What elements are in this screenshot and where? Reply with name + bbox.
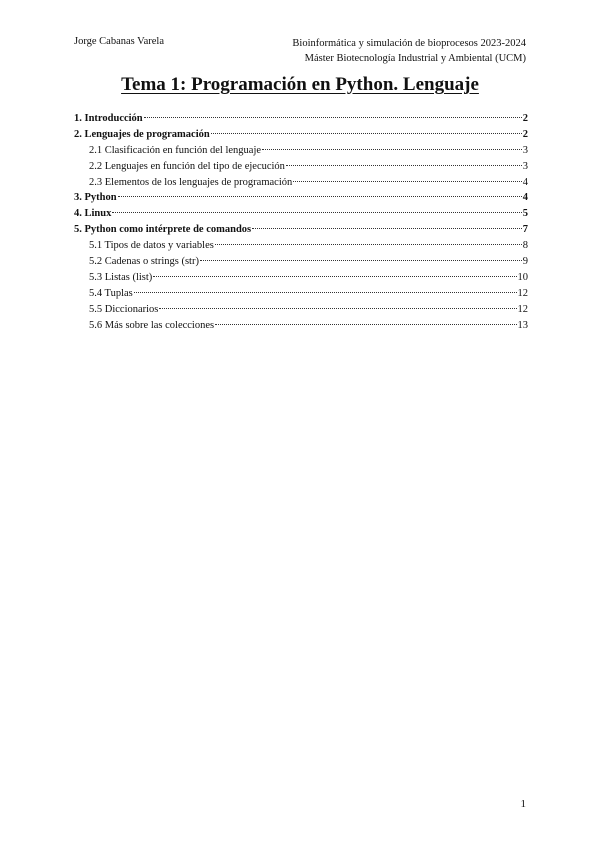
toc-entry-page: 3 xyxy=(522,144,528,156)
toc-entry[interactable] xyxy=(74,113,528,129)
header-course-info xyxy=(292,36,526,66)
toc-entry-page: 4 xyxy=(522,176,528,188)
toc-entry-page: 4 xyxy=(522,192,528,204)
toc-entry[interactable] xyxy=(74,177,528,193)
page-number: 1 xyxy=(520,798,526,810)
toc-dot-leader xyxy=(262,148,522,150)
table-of-contents xyxy=(74,113,528,335)
toc-entry-label: 2.2 Lenguajes en función del tipo de ejecución xyxy=(89,160,285,172)
toc-dot-leader xyxy=(118,195,522,197)
toc-entry[interactable] xyxy=(74,240,528,256)
toc-dot-leader xyxy=(144,116,522,118)
toc-dot-leader xyxy=(112,211,521,213)
toc-entry-page: 7 xyxy=(522,224,528,236)
toc-entry[interactable] xyxy=(74,272,528,288)
toc-entry-label: 3. Python xyxy=(74,192,117,204)
toc-dot-leader xyxy=(211,132,522,134)
toc-entry-page: 3 xyxy=(522,160,528,172)
toc-dot-leader xyxy=(153,275,516,277)
toc-entry-label: 5.5 Diccionarios xyxy=(89,303,159,315)
toc-entry[interactable] xyxy=(74,192,528,208)
toc-entry[interactable] xyxy=(74,288,528,304)
document-title: Tema 1: Programación en Python. Lenguaje xyxy=(121,74,479,95)
toc-dot-leader xyxy=(286,164,522,166)
toc-entry-page: 5 xyxy=(522,208,528,220)
toc-entry[interactable] xyxy=(74,129,528,145)
header-author: Jorge Cabanas Varela xyxy=(74,36,164,47)
toc-entry-label: 2. Lenguajes de programación xyxy=(74,128,210,140)
toc-entry[interactable] xyxy=(74,161,528,177)
header-program: Máster Biotecnología Industrial y Ambiental (UCM) xyxy=(304,53,526,64)
toc-entry-label: 5.2 Cadenas o strings (str) xyxy=(89,256,199,268)
toc-dot-leader xyxy=(215,243,522,245)
toc-dot-leader xyxy=(200,259,522,261)
toc-entry-label: 1. Introducción xyxy=(74,113,143,124)
toc-entry[interactable] xyxy=(74,224,528,240)
toc-entry-label: 5.1 Tipos de datos y variables xyxy=(89,240,214,252)
toc-entry-label: 5.3 Listas (list) xyxy=(89,271,153,283)
toc-entry-page: 10 xyxy=(517,271,528,283)
toc-entry-label: 2.3 Elementos de los lenguajes de programación xyxy=(89,176,293,188)
toc-entry[interactable] xyxy=(74,145,528,161)
toc-dot-leader xyxy=(293,180,522,182)
toc-entry-page: 8 xyxy=(522,240,528,252)
toc-entry[interactable] xyxy=(74,208,528,224)
toc-entry[interactable] xyxy=(74,256,528,272)
toc-entry-label: 5.4 Tuplas xyxy=(89,287,133,299)
toc-entry-page: 13 xyxy=(517,319,528,331)
toc-entry-label: 2.1 Clasificación en función del lenguaje xyxy=(89,144,262,156)
toc-entry-page: 12 xyxy=(517,287,528,299)
toc-entry-page: 2 xyxy=(522,128,528,140)
toc-entry-page: 9 xyxy=(522,256,528,268)
toc-entry-label: 5. Python como intérprete de comandos xyxy=(74,224,252,236)
header-course: Bioinformática y simulación de bioprocesos 2023-2024 xyxy=(292,38,526,49)
toc-entry[interactable] xyxy=(74,320,528,336)
toc-dot-leader xyxy=(159,307,516,309)
toc-dot-leader xyxy=(252,227,522,229)
toc-entry-page: 12 xyxy=(517,303,528,315)
toc-dot-leader xyxy=(134,291,517,293)
toc-entry[interactable] xyxy=(74,304,528,320)
toc-dot-leader xyxy=(215,323,516,325)
toc-entry-label: 4. Linux xyxy=(74,208,112,220)
toc-entry-page: 2 xyxy=(522,113,528,124)
toc-entry-label: 5.6 Más sobre las colecciones xyxy=(89,319,215,331)
